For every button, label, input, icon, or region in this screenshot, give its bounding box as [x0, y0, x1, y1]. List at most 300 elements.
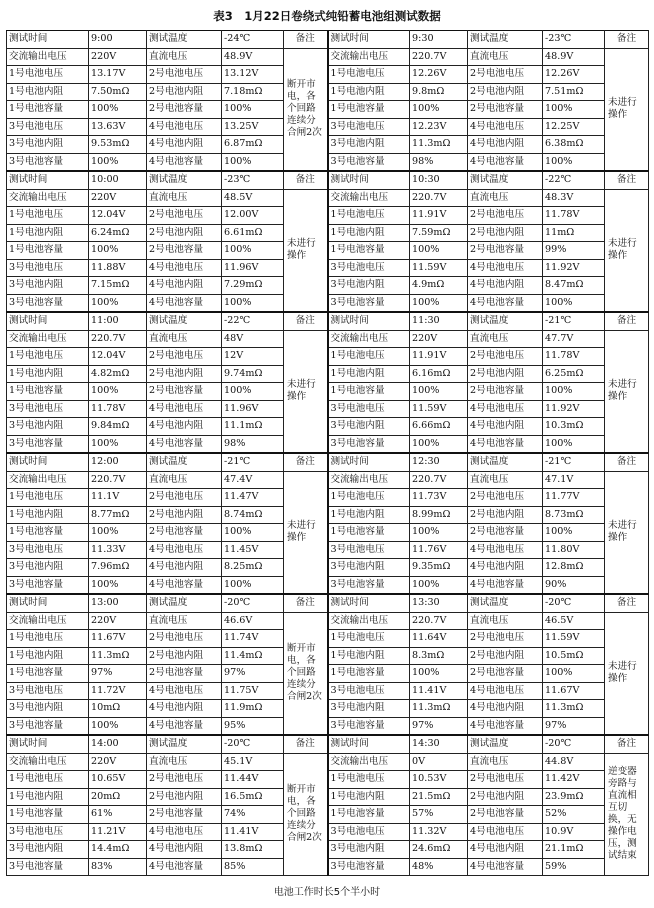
row-label: 1号电池容量 — [7, 524, 89, 542]
remark-note: 未进行操作 — [605, 48, 649, 171]
row-value: 13.63V — [89, 118, 147, 136]
temp-label: 测试温度 — [468, 312, 543, 330]
temp-label: 测试温度 — [147, 594, 222, 612]
row-label: 2号电池电压 — [468, 771, 543, 789]
row-value: 47.7V — [543, 330, 605, 348]
row-label: 1号电池电压 — [7, 66, 89, 84]
table-row — [7, 753, 649, 771]
table-row — [7, 788, 649, 806]
row-value: 11.3mΩ — [89, 647, 147, 665]
row-value: 48% — [410, 858, 468, 876]
row-label: 1号电池内阻 — [328, 506, 410, 524]
row-value: 100% — [410, 524, 468, 542]
row-value: 220V — [89, 48, 147, 66]
row-label: 3号电池内阻 — [328, 277, 410, 295]
block-header-row — [7, 735, 649, 753]
row-label: 2号电池容量 — [147, 242, 222, 260]
row-label: 直流电压 — [468, 753, 543, 771]
row-label: 4号电池电压 — [468, 259, 543, 277]
temp-value: -21℃ — [543, 453, 605, 471]
row-label: 2号电池容量 — [147, 101, 222, 119]
temp-label: 测试温度 — [468, 453, 543, 471]
row-value: 100% — [89, 524, 147, 542]
row-value: 9.53mΩ — [89, 136, 147, 154]
time-label: 测试时间 — [328, 453, 410, 471]
row-label: 3号电池内阻 — [7, 841, 89, 859]
row-value: 12.23V — [410, 118, 468, 136]
row-value: 98% — [222, 435, 284, 453]
row-value: 8.3mΩ — [410, 647, 468, 665]
row-label: 1号电池内阻 — [7, 365, 89, 383]
table-row — [7, 682, 649, 700]
row-value: 7.51mΩ — [543, 83, 605, 101]
row-label: 3号电池内阻 — [328, 700, 410, 718]
row-label: 3号电池电压 — [7, 259, 89, 277]
row-label: 直流电压 — [468, 189, 543, 207]
row-label: 4号电池内阻 — [147, 841, 222, 859]
time-value: 10:30 — [410, 171, 468, 189]
row-value: 100% — [222, 242, 284, 260]
remark-label: 备注 — [284, 312, 328, 330]
table-row — [7, 806, 649, 824]
row-value: 97% — [543, 717, 605, 735]
row-value: 13.8mΩ — [222, 841, 284, 859]
remark-label: 备注 — [284, 453, 328, 471]
row-value: 7.29mΩ — [222, 277, 284, 295]
row-label: 2号电池容量 — [468, 665, 543, 683]
row-value: 9.8mΩ — [410, 83, 468, 101]
row-label: 2号电池容量 — [147, 383, 222, 401]
row-value: 48.5V — [222, 189, 284, 207]
row-value: 100% — [410, 242, 468, 260]
row-value: 100% — [89, 383, 147, 401]
row-label: 4号电池电压 — [147, 682, 222, 700]
row-value: 10.9V — [543, 823, 605, 841]
row-value: 11.78V — [543, 348, 605, 366]
row-value: 11.67V — [543, 682, 605, 700]
row-value: 97% — [410, 717, 468, 735]
row-label: 交流输出电压 — [328, 471, 410, 489]
row-value: 100% — [89, 153, 147, 171]
row-label: 3号电池内阻 — [328, 418, 410, 436]
temp-value: -21℃ — [222, 453, 284, 471]
row-label: 1号电池容量 — [7, 383, 89, 401]
remark-note: 断开市电，各个回路连续分合闸2次 — [284, 612, 328, 735]
row-value: 11.67V — [89, 630, 147, 648]
table-row — [7, 118, 649, 136]
row-label: 2号电池内阻 — [468, 365, 543, 383]
temp-value: -20℃ — [222, 594, 284, 612]
time-value: 10:00 — [89, 171, 147, 189]
row-value: 220.7V — [410, 612, 468, 630]
row-value: 9.84mΩ — [89, 418, 147, 436]
row-label: 1号电池容量 — [328, 242, 410, 260]
row-value: 99% — [543, 242, 605, 260]
table-row — [7, 277, 649, 295]
row-label: 交流输出电压 — [7, 189, 89, 207]
row-value: 11.45V — [222, 541, 284, 559]
block-header-row — [7, 31, 649, 49]
row-value: 11.75V — [222, 682, 284, 700]
row-label: 1号电池电压 — [328, 489, 410, 507]
row-label: 4号电池电压 — [147, 541, 222, 559]
row-value: 7.18mΩ — [222, 83, 284, 101]
table-row — [7, 348, 649, 366]
row-label: 直流电压 — [147, 48, 222, 66]
row-label: 1号电池内阻 — [7, 506, 89, 524]
row-label: 2号电池电压 — [468, 489, 543, 507]
row-label: 4号电池容量 — [147, 153, 222, 171]
row-value: 90% — [543, 576, 605, 594]
temp-value: -20℃ — [543, 594, 605, 612]
row-value: 11.77V — [543, 489, 605, 507]
row-label: 1号电池电压 — [328, 771, 410, 789]
temp-value: -20℃ — [543, 735, 605, 753]
row-value: 13.25V — [222, 118, 284, 136]
row-label: 2号电池电压 — [147, 630, 222, 648]
row-value: 11.74V — [222, 630, 284, 648]
table-row — [7, 647, 649, 665]
row-value: 6.61mΩ — [222, 224, 284, 242]
row-value: 11.92V — [543, 400, 605, 418]
row-value: 47.4V — [222, 471, 284, 489]
table-row — [7, 418, 649, 436]
row-label: 2号电池内阻 — [468, 83, 543, 101]
row-label: 直流电压 — [147, 612, 222, 630]
row-label: 4号电池电压 — [468, 400, 543, 418]
row-value: 10mΩ — [89, 700, 147, 718]
row-label: 3号电池容量 — [7, 717, 89, 735]
row-label: 4号电池电压 — [147, 259, 222, 277]
row-value: 11.59V — [410, 259, 468, 277]
row-value: 46.5V — [543, 612, 605, 630]
row-label: 3号电池内阻 — [7, 418, 89, 436]
row-value: 220V — [89, 753, 147, 771]
row-value: 98% — [410, 153, 468, 171]
table-row — [7, 400, 649, 418]
row-label: 2号电池内阻 — [147, 788, 222, 806]
row-value: 21.1mΩ — [543, 841, 605, 859]
row-value: 57% — [410, 806, 468, 824]
table-row — [7, 576, 649, 594]
temp-label: 测试温度 — [468, 171, 543, 189]
row-value: 11.76V — [410, 541, 468, 559]
row-label: 2号电池容量 — [147, 665, 222, 683]
row-label: 2号电池容量 — [468, 806, 543, 824]
row-value: 100% — [410, 383, 468, 401]
row-value: 48.9V — [543, 48, 605, 66]
row-value: 21.5mΩ — [410, 788, 468, 806]
temp-label: 测试温度 — [147, 453, 222, 471]
row-label: 2号电池内阻 — [468, 224, 543, 242]
time-value: 11:30 — [410, 312, 468, 330]
row-label: 4号电池容量 — [468, 576, 543, 594]
row-value: 11mΩ — [543, 224, 605, 242]
row-value: 97% — [89, 665, 147, 683]
temp-label: 测试温度 — [147, 171, 222, 189]
row-value: 11.96V — [222, 259, 284, 277]
row-label: 1号电池电压 — [7, 489, 89, 507]
block-header-row — [7, 594, 649, 612]
row-label: 4号电池容量 — [147, 576, 222, 594]
row-value: 220.7V — [410, 471, 468, 489]
row-label: 4号电池电压 — [468, 823, 543, 841]
row-label: 3号电池容量 — [7, 153, 89, 171]
row-value: 220V — [89, 612, 147, 630]
row-value: 220.7V — [89, 330, 147, 348]
row-value: 11.32V — [410, 823, 468, 841]
row-label: 交流输出电压 — [7, 753, 89, 771]
table-row — [7, 242, 649, 260]
row-value: 6.24mΩ — [89, 224, 147, 242]
temp-label: 测试温度 — [147, 735, 222, 753]
time-value: 13:00 — [89, 594, 147, 612]
row-label: 1号电池内阻 — [7, 83, 89, 101]
table-row — [7, 294, 649, 312]
temp-label: 测试温度 — [147, 312, 222, 330]
row-value: 20mΩ — [89, 788, 147, 806]
time-value: 14:30 — [410, 735, 468, 753]
table-row — [7, 48, 649, 66]
row-value: 11.96V — [222, 400, 284, 418]
remark-label: 备注 — [284, 31, 328, 49]
row-label: 交流输出电压 — [7, 471, 89, 489]
row-label: 2号电池容量 — [468, 524, 543, 542]
row-label: 3号电池电压 — [7, 400, 89, 418]
table-row — [7, 489, 649, 507]
row-value: 100% — [222, 576, 284, 594]
time-label: 测试时间 — [328, 594, 410, 612]
row-value: 11.3mΩ — [410, 136, 468, 154]
row-value: 100% — [89, 101, 147, 119]
row-value: 12.26V — [543, 66, 605, 84]
time-label: 测试时间 — [328, 31, 410, 49]
row-value: 11.73V — [410, 489, 468, 507]
row-label: 2号电池电压 — [147, 207, 222, 225]
remark-note: 未进行操作 — [605, 189, 649, 312]
remark-label: 备注 — [605, 171, 649, 189]
table-row — [7, 83, 649, 101]
row-label: 直流电压 — [468, 612, 543, 630]
row-value: 12.04V — [89, 348, 147, 366]
row-value: 12.8mΩ — [543, 559, 605, 577]
table-row — [7, 383, 649, 401]
row-label: 4号电池电压 — [147, 823, 222, 841]
row-value: 11.42V — [543, 771, 605, 789]
remark-label: 备注 — [605, 312, 649, 330]
row-value: 11.3mΩ — [543, 700, 605, 718]
remark-note: 未进行操作 — [284, 330, 328, 453]
block-header-row — [7, 312, 649, 330]
row-value: 11.72V — [89, 682, 147, 700]
row-label: 4号电池电压 — [468, 118, 543, 136]
row-label: 3号电池电压 — [328, 259, 410, 277]
row-label: 4号电池容量 — [147, 717, 222, 735]
remark-label: 备注 — [605, 453, 649, 471]
row-value: 74% — [222, 806, 284, 824]
temp-value: -22℃ — [543, 171, 605, 189]
remark-label: 备注 — [284, 594, 328, 612]
remark-label: 备注 — [605, 735, 649, 753]
table-row — [7, 224, 649, 242]
temp-value: -22℃ — [222, 312, 284, 330]
row-value: 100% — [89, 717, 147, 735]
time-value: 14:00 — [89, 735, 147, 753]
row-label: 3号电池容量 — [328, 858, 410, 876]
row-value: 100% — [543, 383, 605, 401]
remark-note: 未进行操作 — [284, 471, 328, 594]
row-label: 交流输出电压 — [7, 330, 89, 348]
row-value: 48V — [222, 330, 284, 348]
row-value: 97% — [222, 665, 284, 683]
row-label: 直流电压 — [147, 189, 222, 207]
table-row — [7, 612, 649, 630]
row-value: 7.50mΩ — [89, 83, 147, 101]
row-value: 11.44V — [222, 771, 284, 789]
row-label: 1号电池电压 — [328, 348, 410, 366]
row-label: 4号电池内阻 — [147, 559, 222, 577]
table-row — [7, 559, 649, 577]
row-label: 3号电池电压 — [7, 682, 89, 700]
table-row — [7, 207, 649, 225]
time-label: 测试时间 — [328, 171, 410, 189]
row-value: 11.41V — [410, 682, 468, 700]
row-label: 4号电池容量 — [147, 435, 222, 453]
row-value: 16.5mΩ — [222, 788, 284, 806]
row-label: 3号电池电压 — [328, 682, 410, 700]
time-label: 测试时间 — [328, 312, 410, 330]
row-value: 11.78V — [89, 400, 147, 418]
row-label: 1号电池内阻 — [7, 224, 89, 242]
table-row — [7, 630, 649, 648]
row-label: 4号电池内阻 — [468, 559, 543, 577]
row-label: 1号电池容量 — [328, 665, 410, 683]
row-label: 3号电池电压 — [7, 541, 89, 559]
row-label: 交流输出电压 — [328, 330, 410, 348]
row-value: 100% — [543, 665, 605, 683]
row-value: 100% — [89, 435, 147, 453]
row-value: 100% — [410, 101, 468, 119]
row-value: 12.00V — [222, 207, 284, 225]
row-label: 4号电池容量 — [468, 858, 543, 876]
row-value: 11.3mΩ — [410, 700, 468, 718]
row-value: 100% — [543, 294, 605, 312]
row-label: 3号电池内阻 — [328, 841, 410, 859]
row-value: 10.53V — [410, 771, 468, 789]
row-value: 8.77mΩ — [89, 506, 147, 524]
row-label: 1号电池内阻 — [328, 788, 410, 806]
row-label: 1号电池容量 — [7, 101, 89, 119]
row-label: 3号电池容量 — [328, 717, 410, 735]
row-label: 3号电池内阻 — [328, 136, 410, 154]
table-footer-note: 电池工作时长5个半小时 — [273, 887, 381, 898]
table-row — [7, 841, 649, 859]
row-value: 220V — [89, 189, 147, 207]
row-label: 1号电池内阻 — [328, 224, 410, 242]
row-label: 交流输出电压 — [328, 612, 410, 630]
row-label: 交流输出电压 — [328, 48, 410, 66]
row-label: 3号电池容量 — [328, 153, 410, 171]
block-header-row — [7, 453, 649, 471]
row-label: 1号电池电压 — [7, 207, 89, 225]
row-label: 1号电池内阻 — [328, 83, 410, 101]
remark-note: 断开市电，各个回路连续分合闸2次 — [284, 753, 328, 876]
row-value: 46.6V — [222, 612, 284, 630]
row-value: 6.87mΩ — [222, 136, 284, 154]
row-value: 14.4mΩ — [89, 841, 147, 859]
row-label: 2号电池电压 — [147, 348, 222, 366]
time-value: 12:30 — [410, 453, 468, 471]
row-value: 9.74mΩ — [222, 365, 284, 383]
row-label: 直流电压 — [147, 471, 222, 489]
row-label: 3号电池电压 — [328, 823, 410, 841]
row-value: 100% — [543, 435, 605, 453]
time-label: 测试时间 — [7, 453, 89, 471]
remark-note: 逆变器旁路与直流相互切换，无操作电压，测试结束 — [605, 753, 649, 876]
row-value: 7.15mΩ — [89, 277, 147, 295]
time-value: 9:00 — [89, 31, 147, 49]
time-value: 13:30 — [410, 594, 468, 612]
row-label: 2号电池内阻 — [468, 647, 543, 665]
table-row — [7, 153, 649, 171]
row-value: 100% — [410, 294, 468, 312]
row-label: 3号电池容量 — [7, 294, 89, 312]
row-value: 11.59V — [543, 630, 605, 648]
row-value: 11.59V — [410, 400, 468, 418]
row-value: 100% — [89, 242, 147, 260]
time-value: 12:00 — [89, 453, 147, 471]
row-value: 11.78V — [543, 207, 605, 225]
row-value: 52% — [543, 806, 605, 824]
row-value: 11.47V — [222, 489, 284, 507]
row-value: 100% — [222, 101, 284, 119]
row-value: 100% — [89, 576, 147, 594]
row-label: 2号电池电压 — [468, 207, 543, 225]
remark-label: 备注 — [605, 31, 649, 49]
temp-label: 测试温度 — [468, 594, 543, 612]
row-label: 1号电池电压 — [328, 630, 410, 648]
row-label: 2号电池电压 — [147, 771, 222, 789]
row-value: 100% — [222, 153, 284, 171]
row-label: 1号电池电压 — [328, 207, 410, 225]
row-label: 3号电池容量 — [7, 435, 89, 453]
row-value: 10.3mΩ — [543, 418, 605, 436]
row-label: 直流电压 — [468, 330, 543, 348]
row-label: 3号电池内阻 — [7, 559, 89, 577]
row-label: 直流电压 — [468, 471, 543, 489]
row-label: 3号电池容量 — [328, 576, 410, 594]
row-label: 交流输出电压 — [328, 189, 410, 207]
row-label: 2号电池内阻 — [147, 224, 222, 242]
row-label: 4号电池内阻 — [147, 418, 222, 436]
row-value: 11.4mΩ — [222, 647, 284, 665]
table-row — [7, 700, 649, 718]
time-label: 测试时间 — [7, 171, 89, 189]
table-row — [7, 823, 649, 841]
temp-label: 测试温度 — [147, 31, 222, 49]
row-value: 6.66mΩ — [410, 418, 468, 436]
row-value: 11.91V — [410, 207, 468, 225]
row-value: 8.25mΩ — [222, 559, 284, 577]
table-row — [7, 66, 649, 84]
temp-value: -24℃ — [222, 31, 284, 49]
row-value: 100% — [543, 524, 605, 542]
row-value: 100% — [89, 294, 147, 312]
row-value: 11.1V — [89, 489, 147, 507]
row-value: 10.65V — [89, 771, 147, 789]
remark-note: 未进行操作 — [284, 189, 328, 312]
row-label: 1号电池容量 — [328, 524, 410, 542]
